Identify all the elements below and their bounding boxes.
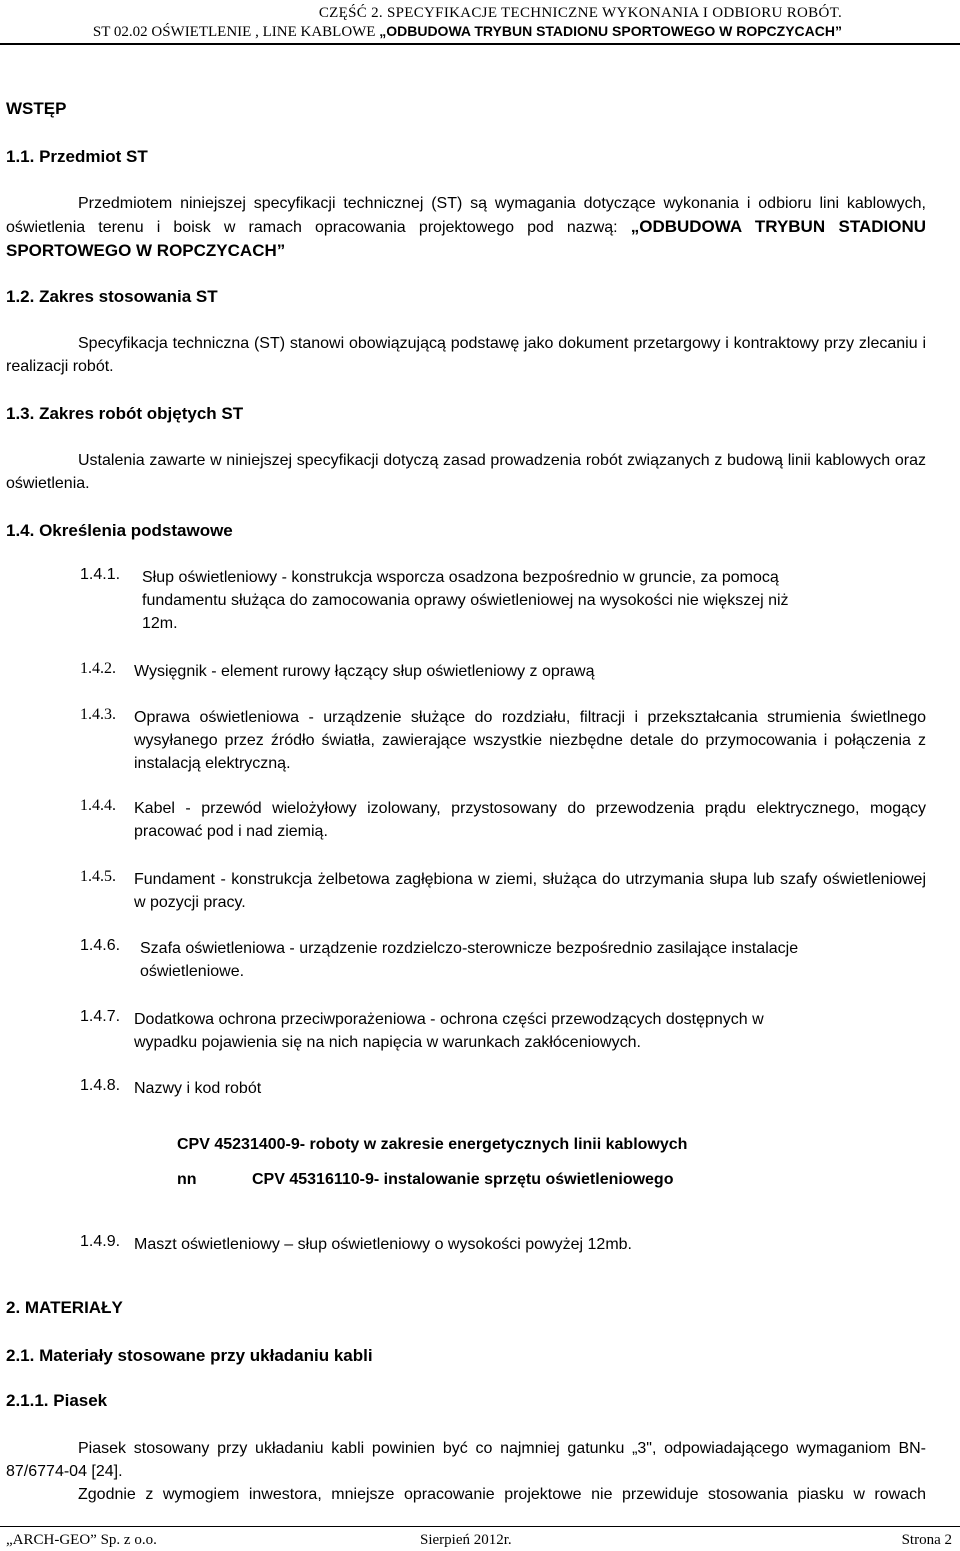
cpv-code-lighting: CPV 45316110-9- instalowanie sprzętu oświetleniowego <box>252 1171 674 1188</box>
definition-text: Oprawa oświetleniowa - urządzenie służące do rozdziału, filtracji i przekształcania strumienia świetlnego wysyłanego przez źródło światła, zawierające wszystkie niezbędne detale do przymocowania i połączenia z instalacją elektryczną. <box>134 709 926 772</box>
footer-date: Sierpień 2012r. <box>420 1532 512 1548</box>
section-2-1-title: 2.1. Materiały stosowane przy układaniu kabli <box>6 1346 373 1365</box>
item-number: 1.4.4. <box>80 797 116 814</box>
section-1-2-text <box>6 332 926 378</box>
definition-text: Maszt oświetleniowy – słup oświetleniowy o wysokości powyżej 12mb. <box>134 1236 632 1253</box>
investor-note: Zgodnie z wymogiem inwestora, mniejsze opracowanie projektowe nie przewiduje stosowania piasku w rowach <box>78 1486 926 1503</box>
item-number: 1.4.1. <box>80 566 121 583</box>
section-1-1-text <box>6 192 926 263</box>
header-rule <box>0 43 960 45</box>
section-1-1-title: 1.1. Przedmiot ST <box>6 147 148 166</box>
definition-text: Kabel - przewód wielożyłowy izolowany, przystosowany do przewodzenia prądu elektrycznego, mogący pracować pod i nad ziemią. <box>134 800 926 840</box>
sand-requirement: Piasek stosowany przy układaniu kabli powinien być co najmniej gatunku „3", odpowiadającego wymaganiom BN-87/6774-04 [24]. <box>6 1440 926 1480</box>
section-1-2-title: 1.2. Zakres stosowania ST <box>6 287 218 306</box>
definition-text: Nazwy i kod robót <box>134 1080 262 1097</box>
header-prefix: ST 02.02 OŚWIETLENIE , LINE KABLOWE <box>92 24 380 40</box>
item-number: 1.4.6. <box>80 937 121 954</box>
footer-rule <box>0 1526 960 1527</box>
item-number: 1.4.7. <box>80 1008 121 1025</box>
section-1-3-text <box>6 449 926 495</box>
definition-text: Wysięgnik - element rurowy łączący słup oświetleniowy z oprawą <box>134 663 595 680</box>
header-project-name: „ODBUDOWA TRYBUN STADIONU SPORTOWEGO W ROPCZYCACH” <box>379 23 842 39</box>
section-2-1-1-text-2 <box>6 1483 926 1506</box>
definition-text: Słup oświetleniowy - konstrukcja wsporcza osadzona bezpośrednio w gruncie, za pomocą fundamentu służąca do zamocowania oprawy oświetleniowej na wysokości nie większej niż 12m. <box>142 569 789 632</box>
section-2-title: 2. MATERIAŁY <box>6 1298 123 1317</box>
section-1-1-body: Przedmiotem niniejszej specyfikacji technicznej (ST) są wymagania dotyczące wykonania i odbioru lini kablowych, oświetlenia terenu i boisk w ramach opracowania projektowego pod nazwą: <box>6 195 926 236</box>
footer-company: „ARCH-GEO” Sp. z o.o. <box>6 1532 157 1548</box>
item-number: 1.4.9. <box>80 1233 121 1250</box>
section-1-4-title: 1.4. Określenia podstawowe <box>6 521 233 540</box>
cpv-prefix-nn: nn <box>177 1171 197 1188</box>
section-1-3-title: 1.3. Zakres robót objętych ST <box>6 404 244 423</box>
definition-text: Fundament - konstrukcja żelbetowa zagłębiona w ziemi, służąca do utrzymania słupa lub szafy oświetleniowej w pozycji pracy. <box>134 871 926 911</box>
section-2-1-1-text <box>6 1437 926 1483</box>
section-2-1-1-title: 2.1.1. Piasek <box>6 1391 108 1410</box>
definition-text: Szafa oświetleniowa - urządzenie rozdzielczo-sterownicze bezpośrednio zasilające instalacje oświetleniowe. <box>140 940 799 980</box>
intro-heading: WSTĘP <box>6 99 67 118</box>
item-number: 1.4.3. <box>80 706 116 723</box>
running-header-subtitle <box>93 22 842 41</box>
running-header-title: CZĘŚĆ 2. SPECYFIKACJE TECHNICZNE WYKONANIA I ODBIORU ROBÓT. <box>318 5 842 21</box>
project-name: „ODBUDOWA TRYBUN STADIONU SPORTOWEGO W ROPCZYCACH” <box>6 217 927 260</box>
section-1-2-body: Specyfikacja techniczna (ST) stanowi obowiązującą podstawę jako dokument przetargowy i kontraktowy przy zlecaniu i realizacji robót. <box>6 335 926 375</box>
cpv-code-cables: CPV 45231400-9- roboty w zakresie energetycznych linii kablowych <box>177 1136 688 1153</box>
item-number: 1.4.5. <box>80 868 116 885</box>
item-number: 1.4.2. <box>80 660 116 677</box>
item-number: 1.4.8. <box>80 1077 121 1094</box>
section-1-3-body: Ustalenia zawarte w niniejszej specyfikacji dotyczą zasad prowadzenia robót związanych z budową linii kablowych oraz oświetlenia. <box>6 452 926 492</box>
definition-text: Dodatkowa ochrona przeciwporażeniowa - ochrona części przewodzących dostępnych w wypadku pojawienia się na nich napięcia w warunkach zakłóceniowych. <box>134 1011 764 1051</box>
footer-page-number: Strona 2 <box>901 1532 952 1548</box>
